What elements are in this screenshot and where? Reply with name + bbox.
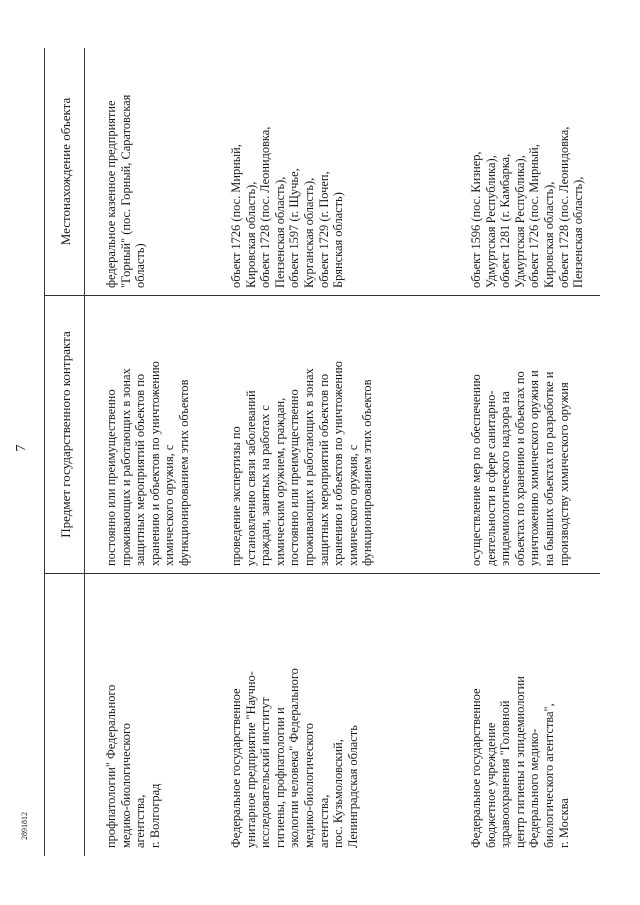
row-2-organization — [229, 668, 360, 848]
text-line: Федерального медико- — [527, 728, 542, 848]
row-2-subject — [229, 361, 375, 566]
row-1-location — [104, 95, 148, 288]
text-line: химического оружия, с — [162, 444, 177, 566]
text-line: Удмуртская Республика), — [512, 155, 527, 288]
row-1-subject — [104, 361, 192, 566]
text-line: здравоохранения "Головной — [498, 700, 513, 848]
text-line: производству химического оружия — [556, 382, 571, 566]
text-line: область) — [133, 243, 148, 288]
text-line: г. Волгоград — [147, 783, 162, 848]
text-line: проживающих и работающих в зонах — [301, 368, 316, 566]
page-number: 7 — [14, 444, 29, 452]
text-line: объект 1726 (пос. Мирный, — [229, 144, 243, 288]
text-line: исследовательский институт — [258, 697, 273, 848]
row-3-subject — [469, 370, 571, 566]
text-line: объектах по хранению и объектах по — [512, 371, 527, 566]
table-top-rule — [44, 48, 45, 856]
text-line: г. Москва — [556, 798, 571, 848]
text-line: деятельности в сфере санитарно- — [483, 390, 498, 566]
text-line: Федеральное государственное — [469, 688, 483, 848]
text-line: медико-биологического — [301, 723, 316, 848]
row-3-organization — [469, 676, 571, 848]
text-line: Курганская область), — [301, 177, 316, 288]
text-line: Кировская область), — [243, 181, 258, 288]
text-line: объект 1726 (пос. Мирный, — [527, 144, 542, 288]
text-line: защитных мероприятий объектов по — [316, 373, 331, 566]
text-line: объект 1728 (пос. Леонидовка, — [556, 126, 571, 288]
document-code: 2891812 — [20, 812, 29, 840]
text-line: объект 1281 (г. Камбарка, — [498, 153, 513, 288]
text-line: Кировская область), — [541, 181, 556, 288]
text-line: объект 1728 (пос. Леонидовка, — [258, 126, 273, 288]
text-line: граждан, занятых на работах с — [258, 405, 273, 566]
text-line: экологии человека" Федерального — [287, 668, 302, 848]
text-line: профпатологии" Федерального — [104, 684, 118, 848]
text-line: хранению и объектов по уничтожению — [331, 361, 346, 566]
text-line: постоянно или преимущественно — [104, 389, 118, 566]
text-line: объект 1729 (г. Почеп, — [316, 171, 331, 288]
text-line: защитных мероприятий объектов по — [133, 373, 148, 566]
text-line: проживающих и работающих в зонах — [118, 368, 133, 566]
text-line: бюджетное учреждение — [483, 722, 498, 848]
text-line: хранению и объектов по уничтожению — [147, 361, 162, 566]
text-line: установлению связи заболеваний — [243, 390, 258, 566]
text-line: проведение экспертизы по — [229, 426, 243, 566]
column-header-subject: Предмет государственного контракта — [58, 331, 73, 538]
text-line: Ленинградская область — [345, 725, 360, 848]
column-divider-1 — [44, 573, 600, 574]
text-line: функционированием этих объектов — [176, 379, 191, 566]
column-divider-2 — [44, 295, 600, 296]
text-line: унитарное предприятие "Научно- — [243, 671, 258, 848]
text-line: Брянская область) — [331, 192, 346, 288]
text-line: агентства, — [133, 794, 148, 848]
text-line: осуществление мер по обеспечению — [469, 374, 483, 566]
text-line: постоянно или преимущественно — [287, 389, 302, 566]
text-line: Пензенская область), — [571, 176, 586, 288]
text-line: гигиены, профпатологии и — [272, 707, 287, 848]
text-line: эпидемиологического надзора на — [498, 391, 513, 566]
text-line: объект 1597 (г. Щучье, — [287, 168, 302, 288]
text-line: "Горный" (пос. Горный, Саратовская — [118, 94, 133, 288]
text-line: Пензенская область), — [272, 176, 287, 288]
text-line: объект 1596 (пос. Кизнер, — [469, 151, 483, 288]
row-1-organization — [104, 685, 162, 848]
text-line: химического оружия, с — [345, 444, 360, 566]
text-line: химическим оружием, граждан, — [272, 397, 287, 566]
text-line: федеральное казенное предприятие — [104, 100, 118, 288]
text-line: биологического агентства", — [541, 703, 556, 848]
text-line: центр гигиены и эпидемиологии — [512, 676, 527, 848]
text-line: агентства, — [316, 794, 331, 848]
text-line: Федеральное государственное — [229, 688, 243, 848]
column-header-location: Местонахождение объекта — [58, 97, 73, 246]
header-bottom-rule — [84, 48, 85, 856]
text-line: Удмуртская Республика), — [483, 155, 498, 288]
text-line: функционированием этих объектов — [360, 379, 375, 566]
text-line: уничтожению химического оружия и — [527, 370, 542, 566]
text-line: медико-биологического — [118, 723, 133, 848]
row-2-location — [229, 127, 346, 288]
row-3-location — [469, 127, 586, 288]
text-line: на бывших объектах по разработке и — [541, 371, 556, 566]
text-line: пос. Кузьмоловский, — [331, 739, 346, 848]
